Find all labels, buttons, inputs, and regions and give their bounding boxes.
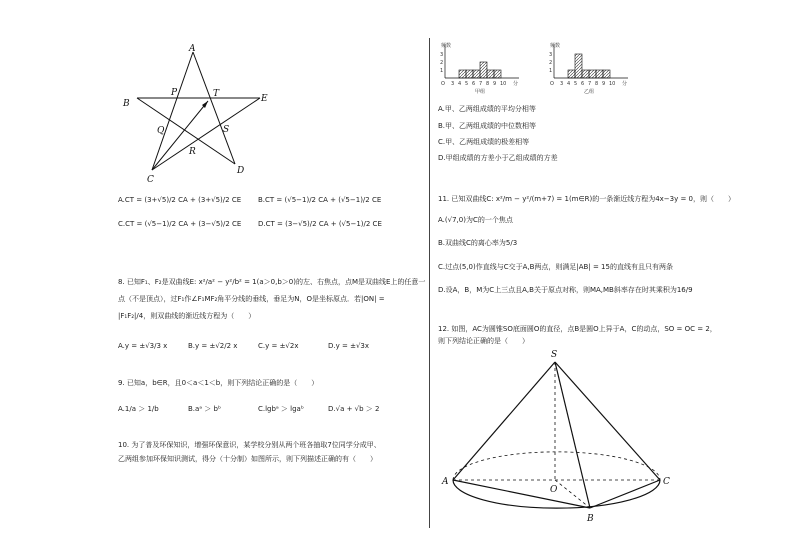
jia-bar-4 xyxy=(487,70,494,78)
hist-yi-xtick-7: 7 xyxy=(588,81,592,87)
q12-line-2: 则下列结论正确的是（ ） xyxy=(438,337,529,345)
cone-figure xyxy=(440,348,700,528)
hist-jia-ytick-1: 1 xyxy=(440,68,444,74)
hist-yi-ylabel: 频数 xyxy=(550,43,561,49)
star-label-d: D xyxy=(237,166,245,176)
star-label-p: P xyxy=(171,88,178,98)
jia-bar-0 xyxy=(459,70,466,78)
star-label-b: B xyxy=(123,99,130,109)
q10-option-b: B.甲、乙两组成绩的中位数相等 xyxy=(438,122,537,130)
q8-line-2: 点（不是顶点），过F₁作∠F₁MF₂角平分线的垂线，垂足为N，O是坐标原点．若|ON| = xyxy=(118,295,385,303)
q8-line-1: 8. 已知F₁、F₂是双曲线E: x²/a² − y²/b² = 1(a＞0,b＞0)的左、右焦点，点M是双曲线E上的任意一 xyxy=(118,278,426,286)
star-figure xyxy=(115,42,315,185)
cone-label-b: B xyxy=(587,514,594,524)
q11-option-d: D.设A，B，M为C上三点且A,B关于原点对称，则MA,MB斜率存在时其乘积为16/9 xyxy=(438,286,693,294)
q11-option-c: C.过点(5,0)作直线与C交于A,B两点，则满足|AB| = 15的直线有且只有两条 xyxy=(438,263,673,271)
q8-option-b: B.y = ±√2/2 x xyxy=(188,342,238,350)
q7-option-c: C.CT = (√5−1)/2 CA + (3−√5)/2 CE xyxy=(118,220,242,228)
q10-option-a: A.甲、乙两组成绩的平均分相等 xyxy=(438,105,536,113)
hist-jia-xtick: 3 xyxy=(451,81,455,87)
q12-line-1: 12. 如图，AC为圆锥SO底面圆O的直径，点B是圆O上异于A，C的动点，SO = OC = 2， xyxy=(438,325,717,333)
cone-label-a: A xyxy=(442,477,449,487)
q7-option-b: B.CT = (√5−1)/2 CA + (√5−1)/2 CE xyxy=(258,196,382,204)
q11-stem: 11. 已知双曲线C: x²/m − y²/(m+7) = 1(m∈R)的一条渐近线方程为4x−3y = 0，则（ ） xyxy=(438,195,736,203)
q9-option-b: B.aᵃ ＞ bᵇ xyxy=(188,405,221,413)
hist-yi-caption: 乙组 xyxy=(584,89,595,95)
hist-yi-xtick-6: 6 xyxy=(581,81,585,87)
hist-jia-xtick-9: 9 xyxy=(493,81,497,87)
hist-yi-xtick-5: 5 xyxy=(574,81,578,87)
hist-jia-xtick-6: 6 xyxy=(472,81,476,87)
hist-jia-origin: O xyxy=(441,81,445,87)
yi-bar-1 xyxy=(575,54,582,78)
q9-option-a: A.1/a ＞ 1/b xyxy=(118,405,159,413)
q8-option-d: D.y = ±√3x xyxy=(328,342,369,350)
hist-jia-ytick-2: 2 xyxy=(440,60,444,66)
histogram-group-yi xyxy=(546,40,636,95)
yi-bar-0 xyxy=(568,70,575,78)
hist-yi-xtick-4: 4 xyxy=(567,81,571,87)
q9-stem: 9. 已知a，b∈R，且0＜a＜1＜b，则下列结论正确的是（ ） xyxy=(118,379,319,387)
histogram-group-jia xyxy=(437,40,527,95)
q9-option-d: D.√a + √b ＞ 2 xyxy=(328,405,380,413)
hist-jia-xtick-8: 8 xyxy=(486,81,490,87)
q7-option-a: A.CT = (3+√5)/2 CA + (3+√5)/2 CE xyxy=(118,196,242,204)
q10-line-2: 乙两组参加环保知识测试，得分（十分制）如图所示，则下列描述正确的有（ ） xyxy=(118,455,377,463)
hist-yi-origin: O xyxy=(550,81,554,87)
hist-jia-ytick-3: 3 xyxy=(440,52,444,58)
q8-option-a: A.y = ±√3/3 x xyxy=(118,342,168,350)
hist-jia-caption: 甲组 xyxy=(475,89,486,95)
hist-jia-xtick-4: 4 xyxy=(458,81,462,87)
hist-jia-ylabel: 频数 xyxy=(441,43,452,49)
star-label-s: S xyxy=(223,125,230,135)
yi-bar-5 xyxy=(603,70,610,78)
q10-option-c: C.甲、乙两组成绩的极差相等 xyxy=(438,138,530,146)
star-label-t: T xyxy=(213,89,220,99)
jia-bar-1 xyxy=(466,70,473,78)
yi-bar-3 xyxy=(589,70,596,78)
yi-bar-2 xyxy=(582,70,589,78)
cone-label-s: S xyxy=(551,350,558,360)
yi-bar-4 xyxy=(596,70,603,78)
q8-line-3: |F₁F₂|/4，则双曲线的渐近线方程为（ ） xyxy=(118,312,256,320)
q10-option-d: D.甲组成绩的方差小于乙组成绩的方差 xyxy=(438,154,558,162)
star-label-e: E xyxy=(261,94,268,104)
hist-yi-xlabel: 分 xyxy=(622,81,628,87)
star-label-r: R xyxy=(189,147,196,157)
hist-yi-ytick-3: 3 xyxy=(549,52,553,58)
q7-option-d: D.CT = (3−√5)/2 CA + (√5−1)/2 CE xyxy=(258,220,382,228)
hist-jia-xtick-7: 7 xyxy=(479,81,483,87)
hist-yi-xtick-8: 8 xyxy=(595,81,599,87)
cone-label-o: O xyxy=(550,485,558,495)
star-label-q: Q xyxy=(157,126,165,136)
hist-yi-xtick-9: 9 xyxy=(602,81,606,87)
hist-jia-xlabel: 分 xyxy=(513,81,519,87)
q11-option-b: B.双曲线C的离心率为5/3 xyxy=(438,239,518,247)
jia-bar-3 xyxy=(480,62,487,78)
hist-yi-ytick-1: 1 xyxy=(549,68,553,74)
q10-line-1: 10. 为了普及环保知识，增强环保意识，某学校分别从两个班各抽取7位同学分成甲、 xyxy=(118,441,381,449)
jia-bar-5 xyxy=(494,70,501,78)
hist-jia-xtick-5: 5 xyxy=(465,81,469,87)
q8-option-c: C.y = ±√2x xyxy=(258,342,299,350)
q9-option-c: C.lgbᵃ ＞ lgaᵇ xyxy=(258,405,304,413)
jia-bar-2 xyxy=(473,70,480,78)
star-label-c: C xyxy=(147,175,154,185)
hist-yi-xtick-10: 10 xyxy=(609,81,616,87)
column-divider xyxy=(429,38,430,528)
q11-option-a: A.(√7,0)为C的一个焦点 xyxy=(438,216,513,224)
hist-yi-ytick-2: 2 xyxy=(549,60,553,66)
hist-yi-xtick-3: 3 xyxy=(560,81,564,87)
cone-label-c: C xyxy=(663,477,670,487)
hist-jia-xtick-10: 10 xyxy=(500,81,507,87)
star-label-a: A xyxy=(189,44,196,54)
